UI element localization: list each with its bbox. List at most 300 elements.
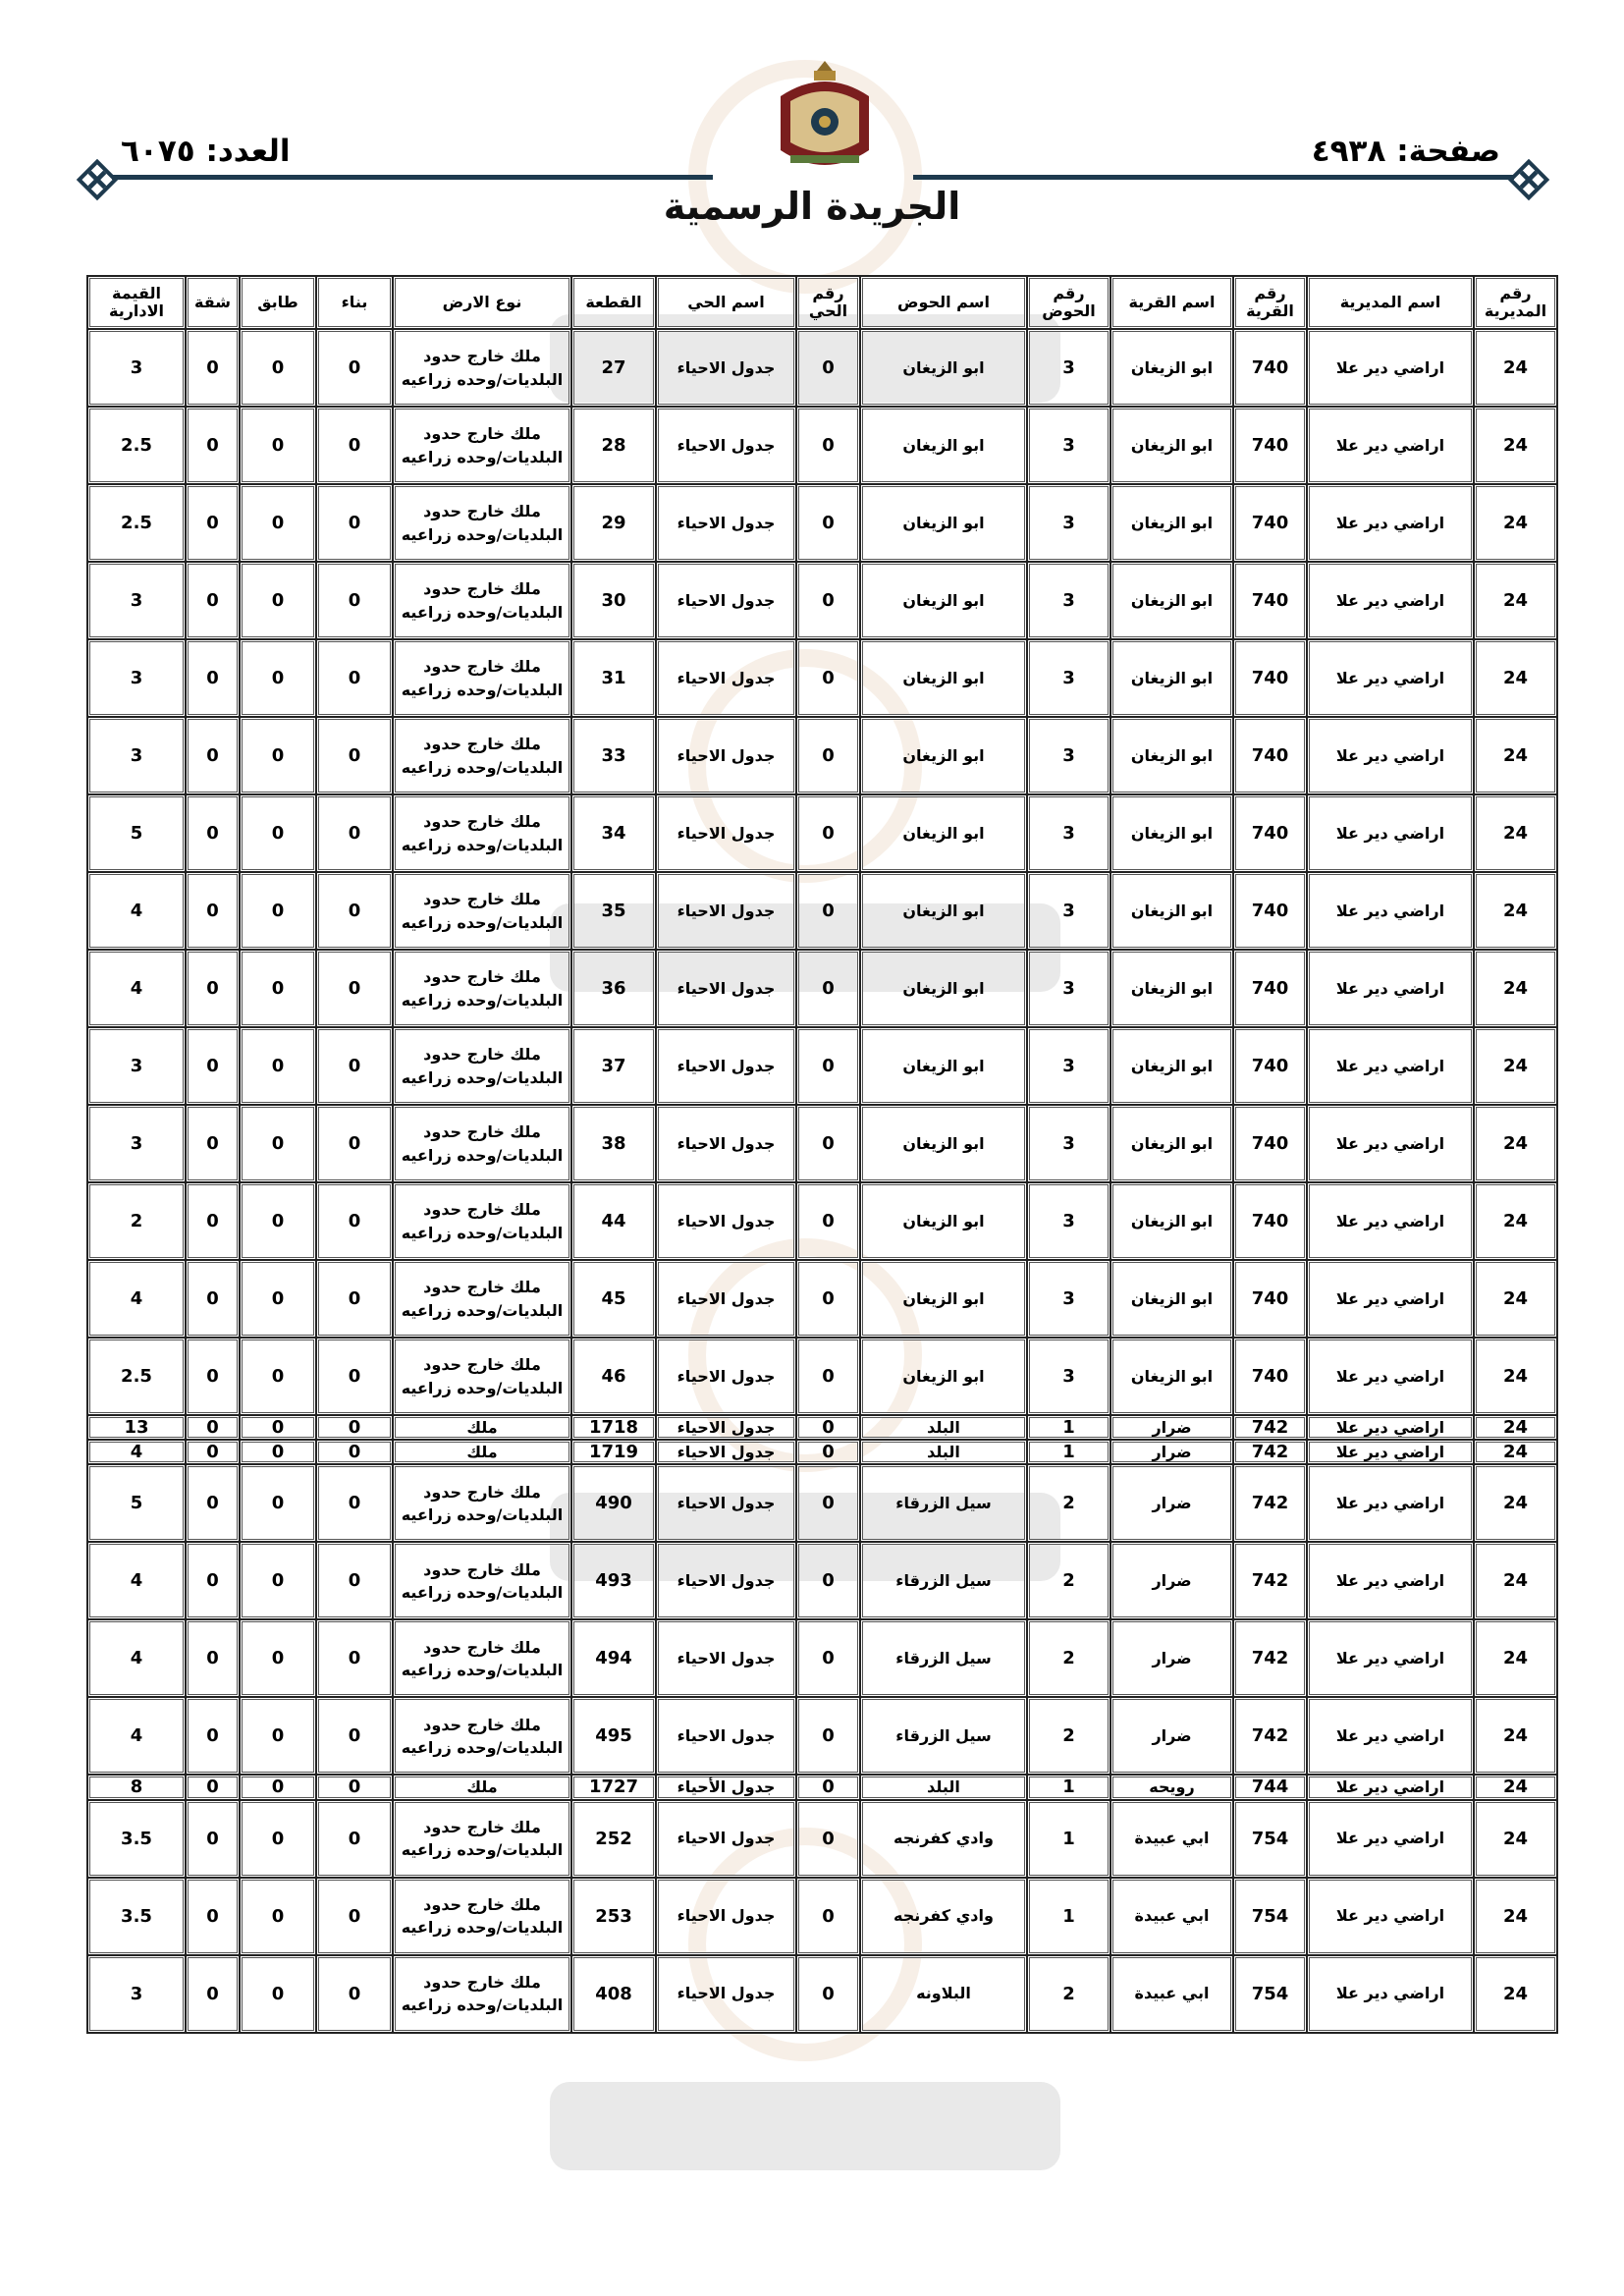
- village-number-cell: 740: [1233, 562, 1307, 639]
- directorate-number-cell: 24: [1474, 1619, 1557, 1697]
- administrative-value-cell: 2.5: [87, 484, 186, 562]
- directorate-number-cell: 24: [1474, 1800, 1557, 1878]
- directorate-number-cell: 24: [1474, 1105, 1557, 1182]
- plot-number-cell: 38: [571, 1105, 656, 1182]
- basin-name-cell: سيل الزرقاء: [860, 1619, 1027, 1697]
- directorate-number-cell: 24: [1474, 1027, 1557, 1105]
- land-type-cell: ملك خارج حدود البلديات/وحده زراعيه: [393, 1105, 571, 1182]
- hay-name-cell: جدول الأحياء: [656, 1775, 796, 1799]
- basin-name-cell: ابو الزيغان: [860, 950, 1027, 1027]
- table-row: [87, 872, 1557, 950]
- plot-number-cell: 30: [571, 562, 656, 639]
- land-type-cell: ملك خارج حدود البلديات/وحده زراعيه: [393, 484, 571, 562]
- hay-name-cell: جدول الاحياء: [656, 484, 796, 562]
- plot-number-cell: 36: [571, 950, 656, 1027]
- administrative-value-cell: 5: [87, 1464, 186, 1542]
- land-type-cell: ملك خارج حدود البلديات/وحده زراعيه: [393, 329, 571, 407]
- floor-cell: 0: [240, 872, 316, 950]
- administrative-value-cell: 2: [87, 1182, 186, 1260]
- land-type-cell: ملك خارج حدود البلديات/وحده زراعيه: [393, 872, 571, 950]
- building-cell: 0: [316, 329, 393, 407]
- hay-number-cell: 0: [796, 484, 860, 562]
- village-number-cell: 744: [1233, 1775, 1307, 1799]
- village-name-cell: ابو الزيغان: [1110, 562, 1233, 639]
- directorate-name-cell: اراضي دير علا: [1307, 1260, 1474, 1338]
- hay-number-cell: 0: [796, 1878, 860, 1955]
- land-type-cell: ملك خارج حدود البلديات/وحده زراعيه: [393, 407, 571, 484]
- building-cell: 0: [316, 1105, 393, 1182]
- building-cell: 0: [316, 717, 393, 794]
- table-row: [87, 639, 1557, 717]
- plot-number-cell: 252: [571, 1800, 656, 1878]
- header-rule-right: [913, 175, 1514, 180]
- hay-number-cell: 0: [796, 639, 860, 717]
- apartment-cell: 0: [186, 1878, 240, 1955]
- administrative-value-cell: 4: [87, 1697, 186, 1775]
- basin-number-cell: 3: [1027, 1338, 1110, 1415]
- table-row: [87, 1878, 1557, 1955]
- administrative-value-cell: 3: [87, 329, 186, 407]
- basin-number-cell: 3: [1027, 1105, 1110, 1182]
- basin-name-cell: ابو الزيغان: [860, 1027, 1027, 1105]
- basin-name-cell: وادي كفرنجه: [860, 1800, 1027, 1878]
- village-number-cell: 740: [1233, 872, 1307, 950]
- basin-number-cell: 3: [1027, 1027, 1110, 1105]
- directorate-number-cell: 24: [1474, 872, 1557, 950]
- administrative-value-cell: 8: [87, 1775, 186, 1799]
- village-name-cell: ضرار: [1110, 1619, 1233, 1697]
- village-name-cell: ابو الزيغان: [1110, 950, 1233, 1027]
- village-number-cell: 740: [1233, 329, 1307, 407]
- column-header: رقم المديرية: [1474, 276, 1557, 329]
- apartment-cell: 0: [186, 1542, 240, 1619]
- floor-cell: 0: [240, 1955, 316, 2033]
- plot-number-cell: 46: [571, 1338, 656, 1415]
- land-type-cell: ملك خارج حدود البلديات/وحده زراعيه: [393, 639, 571, 717]
- gazette-title: الجريدة الرسمية: [663, 185, 961, 228]
- village-number-cell: 742: [1233, 1542, 1307, 1619]
- directorate-number-cell: 24: [1474, 1464, 1557, 1542]
- administrative-value-cell: 3: [87, 1105, 186, 1182]
- column-header: اسم المديرية: [1307, 276, 1474, 329]
- directorate-number-cell: 24: [1474, 1260, 1557, 1338]
- issue-number-label: العدد:: [205, 134, 291, 169]
- directorate-number-cell: 24: [1474, 1182, 1557, 1260]
- table-row: [87, 1260, 1557, 1338]
- table-row: [87, 1105, 1557, 1182]
- village-name-cell: ابو الزيغان: [1110, 717, 1233, 794]
- directorate-number-cell: 24: [1474, 1697, 1557, 1775]
- administrative-value-cell: 4: [87, 1260, 186, 1338]
- building-cell: 0: [316, 1878, 393, 1955]
- directorate-number-cell: 24: [1474, 407, 1557, 484]
- administrative-value-cell: 4: [87, 1440, 186, 1464]
- land-type-cell: ملك خارج حدود البلديات/وحده زراعيه: [393, 1878, 571, 1955]
- directorate-name-cell: اراضي دير علا: [1307, 1464, 1474, 1542]
- apartment-cell: 0: [186, 950, 240, 1027]
- administrative-value-cell: 4: [87, 1619, 186, 1697]
- village-name-cell: ضرار: [1110, 1542, 1233, 1619]
- basin-number-cell: 2: [1027, 1697, 1110, 1775]
- basin-number-cell: 1: [1027, 1440, 1110, 1464]
- basin-number-cell: 2: [1027, 1955, 1110, 2033]
- village-number-cell: 740: [1233, 950, 1307, 1027]
- plot-number-cell: 253: [571, 1878, 656, 1955]
- basin-number-cell: 3: [1027, 872, 1110, 950]
- administrative-value-cell: 3.5: [87, 1800, 186, 1878]
- plot-number-cell: 1719: [571, 1440, 656, 1464]
- apartment-cell: 0: [186, 794, 240, 872]
- apartment-cell: 0: [186, 1464, 240, 1542]
- table-row: [87, 484, 1557, 562]
- village-name-cell: رويحه: [1110, 1775, 1233, 1799]
- basin-name-cell: ابو الزيغان: [860, 1260, 1027, 1338]
- village-number-cell: 740: [1233, 1260, 1307, 1338]
- apartment-cell: 0: [186, 639, 240, 717]
- plot-number-cell: 1727: [571, 1775, 656, 1799]
- floor-cell: 0: [240, 1619, 316, 1697]
- administrative-value-cell: 3: [87, 1027, 186, 1105]
- apartment-cell: 0: [186, 1775, 240, 1799]
- basin-number-cell: 3: [1027, 329, 1110, 407]
- apartment-cell: 0: [186, 484, 240, 562]
- village-number-cell: 740: [1233, 484, 1307, 562]
- floor-cell: 0: [240, 562, 316, 639]
- basin-number-cell: 3: [1027, 407, 1110, 484]
- hay-number-cell: 0: [796, 1260, 860, 1338]
- column-header: القيمة الادارية: [87, 276, 186, 329]
- basin-number-cell: 3: [1027, 1260, 1110, 1338]
- building-cell: 0: [316, 1800, 393, 1878]
- hay-name-cell: جدول الاحياء: [656, 1619, 796, 1697]
- directorate-name-cell: اراضي دير علا: [1307, 1955, 1474, 2033]
- directorate-number-cell: 24: [1474, 484, 1557, 562]
- apartment-cell: 0: [186, 1105, 240, 1182]
- directorate-name-cell: اراضي دير علا: [1307, 1182, 1474, 1260]
- hay-number-cell: 0: [796, 329, 860, 407]
- basin-name-cell: سيل الزرقاء: [860, 1464, 1027, 1542]
- directorate-name-cell: اراضي دير علا: [1307, 1338, 1474, 1415]
- hay-name-cell: جدول الاحياء: [656, 639, 796, 717]
- village-name-cell: ابو الزيغان: [1110, 639, 1233, 717]
- hay-number-cell: 0: [796, 950, 860, 1027]
- village-name-cell: ابو الزيغان: [1110, 329, 1233, 407]
- basin-name-cell: سيل الزرقاء: [860, 1697, 1027, 1775]
- directorate-name-cell: اراضي دير علا: [1307, 1619, 1474, 1697]
- hay-number-cell: 0: [796, 717, 860, 794]
- basin-name-cell: البلد: [860, 1775, 1027, 1799]
- village-number-cell: 740: [1233, 717, 1307, 794]
- building-cell: 0: [316, 1542, 393, 1619]
- directorate-name-cell: اراضي دير علا: [1307, 1697, 1474, 1775]
- apartment-cell: 0: [186, 1260, 240, 1338]
- land-type-cell: ملك: [393, 1415, 571, 1440]
- building-cell: 0: [316, 1338, 393, 1415]
- basin-name-cell: ابو الزيغان: [860, 1105, 1027, 1182]
- floor-cell: 0: [240, 329, 316, 407]
- village-name-cell: ضرار: [1110, 1440, 1233, 1464]
- village-name-cell: ابو الزيغان: [1110, 407, 1233, 484]
- column-header: اسم الحوض: [860, 276, 1027, 329]
- table-row: [87, 794, 1557, 872]
- land-type-cell: ملك خارج حدود البلديات/وحده زراعيه: [393, 562, 571, 639]
- apartment-cell: 0: [186, 1338, 240, 1415]
- building-cell: 0: [316, 1464, 393, 1542]
- basin-name-cell: ابو الزيغان: [860, 1182, 1027, 1260]
- village-name-cell: ابي عبيدة: [1110, 1878, 1233, 1955]
- floor-cell: 0: [240, 950, 316, 1027]
- land-type-cell: ملك خارج حدود البلديات/وحده زراعيه: [393, 1027, 571, 1105]
- land-type-cell: ملك خارج حدود البلديات/وحده زراعيه: [393, 1260, 571, 1338]
- hay-number-cell: 0: [796, 1542, 860, 1619]
- hay-name-cell: جدول الاحياء: [656, 1440, 796, 1464]
- directorate-name-cell: اراضي دير علا: [1307, 1775, 1474, 1799]
- table-row: [87, 1697, 1557, 1775]
- basin-number-cell: 2: [1027, 1619, 1110, 1697]
- page-number-label: صفحة:: [1396, 134, 1500, 169]
- apartment-cell: 0: [186, 1440, 240, 1464]
- directorate-name-cell: اراضي دير علا: [1307, 1542, 1474, 1619]
- basin-name-cell: ابو الزيغان: [860, 872, 1027, 950]
- hay-number-cell: 0: [796, 1415, 860, 1440]
- basin-number-cell: 2: [1027, 1464, 1110, 1542]
- plot-number-cell: 37: [571, 1027, 656, 1105]
- directorate-number-cell: 24: [1474, 1775, 1557, 1799]
- village-number-cell: 754: [1233, 1955, 1307, 2033]
- hay-name-cell: جدول الاحياء: [656, 562, 796, 639]
- village-number-cell: 740: [1233, 407, 1307, 484]
- administrative-value-cell: 3: [87, 639, 186, 717]
- hay-name-cell: جدول الاحياء: [656, 329, 796, 407]
- column-header: شقة: [186, 276, 240, 329]
- administrative-value-cell: 2.5: [87, 407, 186, 484]
- village-number-cell: 742: [1233, 1464, 1307, 1542]
- village-number-cell: 754: [1233, 1878, 1307, 1955]
- column-header: بناء: [316, 276, 393, 329]
- plot-number-cell: 495: [571, 1697, 656, 1775]
- hay-name-cell: جدول الاحياء: [656, 1182, 796, 1260]
- building-cell: 0: [316, 1260, 393, 1338]
- floor-cell: 0: [240, 1878, 316, 1955]
- hay-name-cell: جدول الاحياء: [656, 1464, 796, 1542]
- basin-number-cell: 1: [1027, 1415, 1110, 1440]
- basin-name-cell: ابو الزيغان: [860, 562, 1027, 639]
- basin-name-cell: البلد: [860, 1415, 1027, 1440]
- basin-name-cell: ابو الزيغان: [860, 484, 1027, 562]
- table-row: [87, 407, 1557, 484]
- plot-number-cell: 35: [571, 872, 656, 950]
- village-name-cell: ضرار: [1110, 1415, 1233, 1440]
- hay-name-cell: جدول الاحياء: [656, 1800, 796, 1878]
- village-number-cell: 740: [1233, 1105, 1307, 1182]
- hay-number-cell: 0: [796, 1955, 860, 2033]
- column-header: رقم القرية: [1233, 276, 1307, 329]
- floor-cell: 0: [240, 717, 316, 794]
- floor-cell: 0: [240, 1105, 316, 1182]
- administrative-value-cell: 3: [87, 717, 186, 794]
- table-row: [87, 1415, 1557, 1440]
- plot-number-cell: 27: [571, 329, 656, 407]
- table-row: [87, 1619, 1557, 1697]
- building-cell: 0: [316, 794, 393, 872]
- hay-name-cell: جدول الاحياء: [656, 407, 796, 484]
- apartment-cell: 0: [186, 562, 240, 639]
- directorate-name-cell: اراضي دير علا: [1307, 407, 1474, 484]
- table-row: [87, 1464, 1557, 1542]
- hay-number-cell: 0: [796, 1105, 860, 1182]
- basin-name-cell: البلد: [860, 1440, 1027, 1464]
- hay-number-cell: 0: [796, 872, 860, 950]
- village-name-cell: ابو الزيغان: [1110, 1105, 1233, 1182]
- building-cell: 0: [316, 1415, 393, 1440]
- land-type-cell: ملك خارج حدود البلديات/وحده زراعيه: [393, 1955, 571, 2033]
- table-header-row: [87, 276, 1557, 329]
- floor-cell: 0: [240, 1027, 316, 1105]
- hay-number-cell: 0: [796, 1775, 860, 1799]
- column-header: رقم الحوض: [1027, 276, 1110, 329]
- hay-number-cell: 0: [796, 1619, 860, 1697]
- floor-cell: 0: [240, 1775, 316, 1799]
- land-type-cell: ملك خارج حدود البلديات/وحده زراعيه: [393, 794, 571, 872]
- building-cell: 0: [316, 950, 393, 1027]
- directorate-number-cell: 24: [1474, 1878, 1557, 1955]
- hay-name-cell: جدول الاحياء: [656, 1338, 796, 1415]
- hay-number-cell: 0: [796, 1697, 860, 1775]
- hay-number-cell: 0: [796, 1338, 860, 1415]
- plot-number-cell: 31: [571, 639, 656, 717]
- building-cell: 0: [316, 1619, 393, 1697]
- land-type-cell: ملك خارج حدود البلديات/وحده زراعيه: [393, 1464, 571, 1542]
- basin-number-cell: 3: [1027, 950, 1110, 1027]
- hay-name-cell: جدول الاحياء: [656, 950, 796, 1027]
- apartment-cell: 0: [186, 1027, 240, 1105]
- apartment-cell: 0: [186, 407, 240, 484]
- village-name-cell: ابو الزيغان: [1110, 1182, 1233, 1260]
- page-number-value: ٤٩٣٨: [1311, 134, 1386, 169]
- hay-number-cell: 0: [796, 407, 860, 484]
- village-name-cell: ابو الزيغان: [1110, 1338, 1233, 1415]
- building-cell: 0: [316, 562, 393, 639]
- administrative-value-cell: 4: [87, 950, 186, 1027]
- column-header: رقم الحي: [796, 276, 860, 329]
- land-type-cell: ملك خارج حدود البلديات/وحده زراعيه: [393, 1542, 571, 1619]
- directorate-name-cell: اراضي دير علا: [1307, 950, 1474, 1027]
- directorate-name-cell: اراضي دير علا: [1307, 1800, 1474, 1878]
- directorate-name-cell: اراضي دير علا: [1307, 562, 1474, 639]
- directorate-name-cell: اراضي دير علا: [1307, 1878, 1474, 1955]
- village-number-cell: 740: [1233, 1182, 1307, 1260]
- directorate-number-cell: 24: [1474, 562, 1557, 639]
- directorate-number-cell: 24: [1474, 717, 1557, 794]
- administrative-value-cell: 2.5: [87, 1338, 186, 1415]
- land-type-cell: ملك خارج حدود البلديات/وحده زراعيه: [393, 1338, 571, 1415]
- village-name-cell: ابو الزيغان: [1110, 1260, 1233, 1338]
- hay-number-cell: 0: [796, 1182, 860, 1260]
- directorate-number-cell: 24: [1474, 1955, 1557, 2033]
- hay-name-cell: جدول الاحياء: [656, 1105, 796, 1182]
- table-row: [87, 1955, 1557, 2033]
- building-cell: 0: [316, 1182, 393, 1260]
- table-row: [87, 1800, 1557, 1878]
- village-name-cell: ضرار: [1110, 1697, 1233, 1775]
- hay-name-cell: جدول الاحياء: [656, 1955, 796, 2033]
- basin-number-cell: 3: [1027, 1182, 1110, 1260]
- land-type-cell: ملك خارج حدود البلديات/وحده زراعيه: [393, 1182, 571, 1260]
- basin-name-cell: سيل الزرقاء: [860, 1542, 1027, 1619]
- table-row: [87, 1338, 1557, 1415]
- table-row: [87, 1182, 1557, 1260]
- plot-number-cell: 408: [571, 1955, 656, 2033]
- floor-cell: 0: [240, 794, 316, 872]
- village-name-cell: ابو الزيغان: [1110, 794, 1233, 872]
- building-cell: 0: [316, 1697, 393, 1775]
- village-number-cell: 740: [1233, 794, 1307, 872]
- directorate-name-cell: اراضي دير علا: [1307, 872, 1474, 950]
- hay-name-cell: جدول الاحياء: [656, 1027, 796, 1105]
- table-row: [87, 1775, 1557, 1799]
- apartment-cell: 0: [186, 872, 240, 950]
- building-cell: 0: [316, 1955, 393, 2033]
- apartment-cell: 0: [186, 329, 240, 407]
- directorate-name-cell: اراضي دير علا: [1307, 484, 1474, 562]
- directorate-name-cell: اراضي دير علا: [1307, 329, 1474, 407]
- table-row: [87, 1542, 1557, 1619]
- table-header: [87, 276, 1557, 329]
- land-type-cell: ملك خارج حدود البلديات/وحده زراعيه: [393, 950, 571, 1027]
- basin-number-cell: 3: [1027, 794, 1110, 872]
- building-cell: 0: [316, 1440, 393, 1464]
- basin-name-cell: وادي كفرنجه: [860, 1878, 1027, 1955]
- floor-cell: 0: [240, 1800, 316, 1878]
- apartment-cell: 0: [186, 1800, 240, 1878]
- apartment-cell: 0: [186, 1182, 240, 1260]
- table-body: [87, 329, 1557, 2033]
- plot-number-cell: 34: [571, 794, 656, 872]
- page-header: [0, 0, 1624, 255]
- plot-number-cell: 45: [571, 1260, 656, 1338]
- building-cell: 0: [316, 1775, 393, 1799]
- basin-number-cell: 3: [1027, 562, 1110, 639]
- directorate-number-cell: 24: [1474, 1440, 1557, 1464]
- village-number-cell: 740: [1233, 1027, 1307, 1105]
- land-valuation-table: [86, 275, 1558, 2034]
- hay-name-cell: جدول الاحياء: [656, 1542, 796, 1619]
- administrative-value-cell: 3.5: [87, 1878, 186, 1955]
- plot-number-cell: 44: [571, 1182, 656, 1260]
- column-header: القطعة: [571, 276, 656, 329]
- plot-number-cell: 494: [571, 1619, 656, 1697]
- basin-name-cell: ابو الزيغان: [860, 1338, 1027, 1415]
- village-name-cell: ابو الزيغان: [1110, 1027, 1233, 1105]
- administrative-value-cell: 5: [87, 794, 186, 872]
- basin-number-cell: 1: [1027, 1775, 1110, 1799]
- hay-number-cell: 0: [796, 1440, 860, 1464]
- hay-number-cell: 0: [796, 1464, 860, 1542]
- administrative-value-cell: 4: [87, 1542, 186, 1619]
- table-row: [87, 329, 1557, 407]
- basin-number-cell: 3: [1027, 484, 1110, 562]
- hay-number-cell: 0: [796, 1800, 860, 1878]
- village-name-cell: ابي عبيدة: [1110, 1800, 1233, 1878]
- floor-cell: 0: [240, 1338, 316, 1415]
- apartment-cell: 0: [186, 1697, 240, 1775]
- apartment-cell: 0: [186, 717, 240, 794]
- basin-name-cell: ابو الزيغان: [860, 329, 1027, 407]
- plot-number-cell: 493: [571, 1542, 656, 1619]
- hay-name-cell: جدول الاحياء: [656, 794, 796, 872]
- directorate-name-cell: اراضي دير علا: [1307, 1440, 1474, 1464]
- table-row: [87, 562, 1557, 639]
